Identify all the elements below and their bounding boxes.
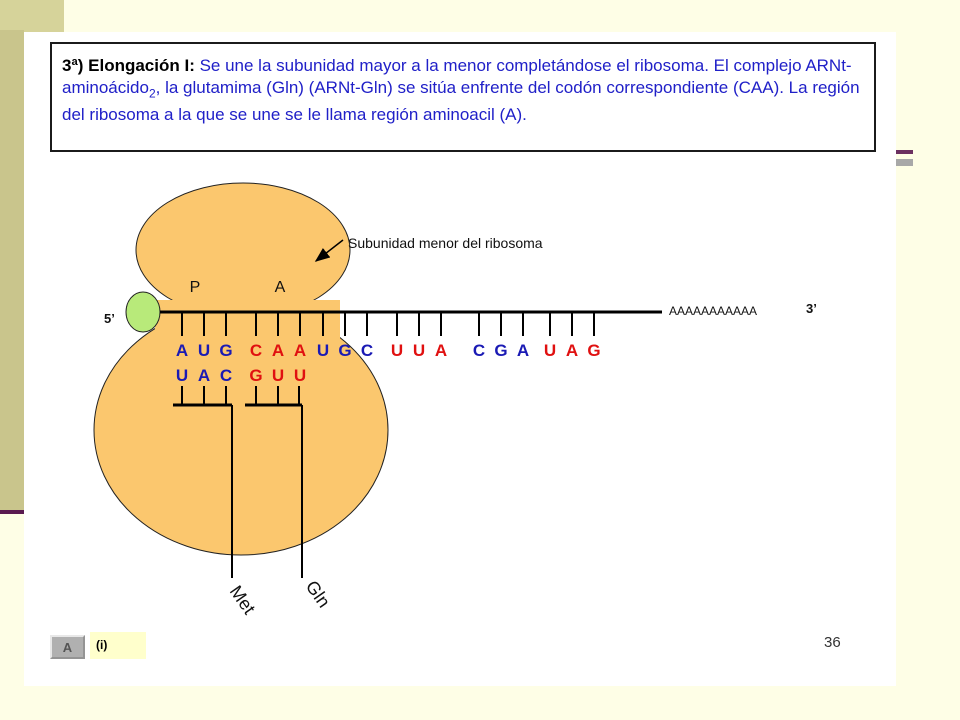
amino-acid-gln: Gln	[301, 576, 335, 612]
anticodon-base: U	[271, 366, 285, 385]
anticodon-base: A	[197, 366, 211, 385]
mrna-base: G	[587, 341, 601, 360]
amino-acid-met: Met	[225, 581, 260, 618]
five-prime-cap	[126, 292, 160, 332]
subscript: 2	[148, 85, 156, 100]
navigation-button[interactable]	[50, 635, 85, 659]
description-text: Se une la subunidad mayor a la menor completándose el ribosoma. El complejo ARNt-aminoácido	[62, 56, 852, 97]
mrna-base: U	[412, 341, 426, 360]
mrna-base: G	[219, 341, 233, 360]
anticodon-base: U	[293, 366, 307, 385]
site-a-label: A	[274, 279, 286, 296]
five-prime-label: 5’	[104, 311, 115, 326]
three-prime-label: 3’	[806, 301, 817, 316]
mrna-base: A	[516, 341, 530, 360]
poly-a-tail: AAAAAAAAAAA	[669, 304, 758, 318]
mrna-base: A	[293, 341, 307, 360]
mrna-base: U	[390, 341, 404, 360]
mrna-base: C	[360, 341, 374, 360]
mrna-base: C	[472, 341, 486, 360]
info-label: (i)	[90, 632, 146, 659]
small-subunit	[136, 183, 350, 317]
mrna-base: C	[249, 341, 263, 360]
button-a-icon: A	[62, 639, 73, 655]
anticodon-base: U	[175, 366, 189, 385]
mrna-base: G	[338, 341, 352, 360]
mrna-base: A	[175, 341, 189, 360]
mrna-base: U	[543, 341, 557, 360]
anticodon-base: G	[249, 366, 263, 385]
mrna-base: A	[271, 341, 285, 360]
page-number: 36	[824, 634, 841, 651]
site-p-label: P	[189, 279, 201, 296]
anticodon-base: C	[219, 366, 233, 385]
mrna-base: A	[434, 341, 448, 360]
subunit-label: Subunidad menor del ribosoma	[348, 235, 543, 251]
mrna-base: U	[197, 341, 211, 360]
description-text-continued: , la glutamima (Gln) (ARNt-Gln) se sitúa enfrente del codón correspondiente (CAA). La región del ribosoma a la que se une se le llama región aminoacil (A).	[62, 77, 860, 125]
mrna-base: A	[565, 341, 579, 360]
mrna-base: U	[316, 341, 330, 360]
mrna-base: G	[494, 341, 508, 360]
step-title: 3ª) Elongación I:	[62, 56, 195, 75]
